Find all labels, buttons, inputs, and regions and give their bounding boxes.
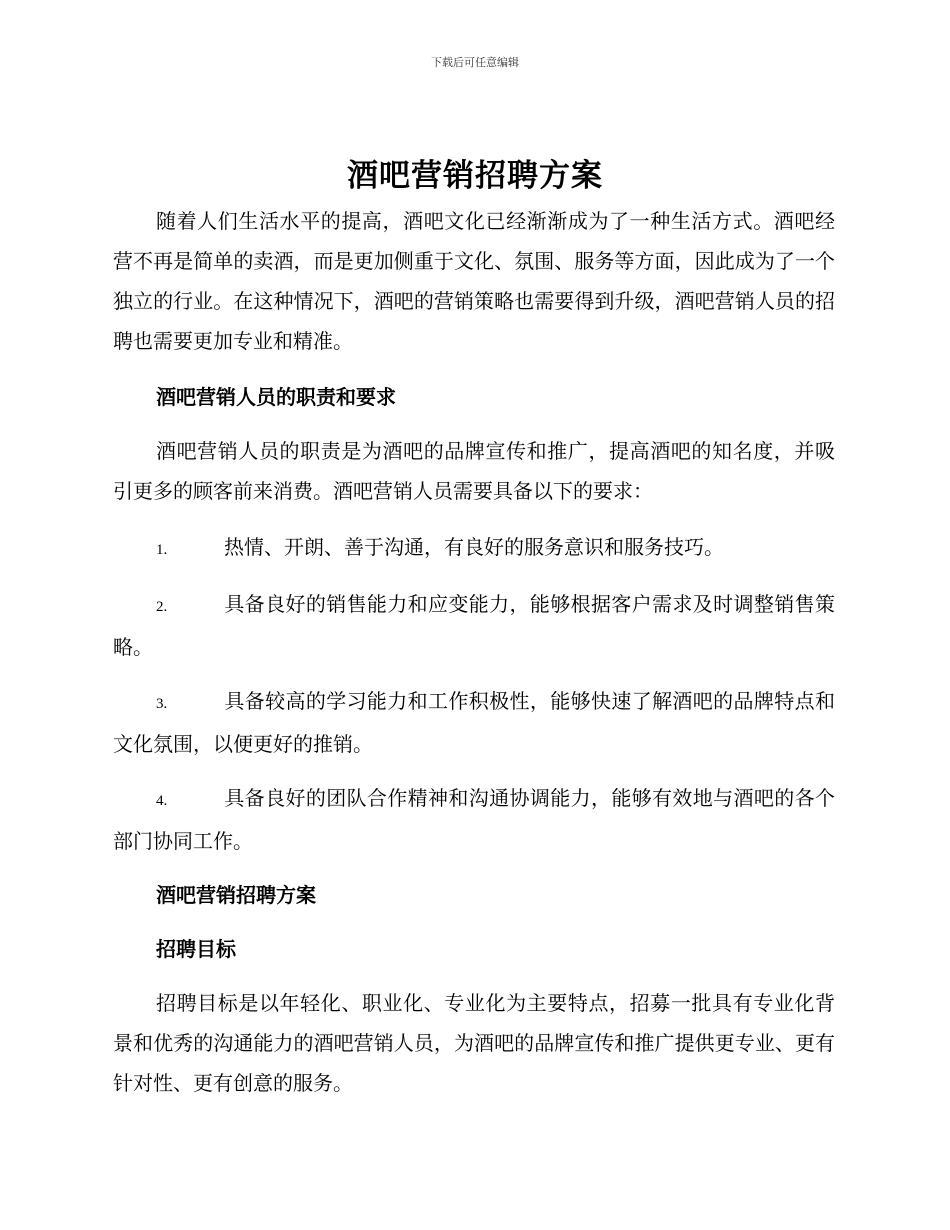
list-number: 3. xyxy=(156,696,168,712)
list-text: 具备较高的学习能力和工作积极性，能够快速了解酒吧的品牌特点和文化氛围，以便更好的推销。 xyxy=(113,689,835,756)
list-item xyxy=(113,584,835,667)
list-number: 4. xyxy=(156,793,168,809)
section-heading-plan: 酒吧营销招聘方案 xyxy=(156,883,316,907)
list-text: 热情、开朗、善于沟通，有良好的服务意识和服务技巧。 xyxy=(224,535,724,559)
list-number: 1. xyxy=(156,542,168,558)
list-number: 2. xyxy=(156,599,168,615)
section-heading-duties: 酒吧营销人员的职责和要求 xyxy=(156,385,396,409)
header-note: 下载后可任意编辑 xyxy=(431,56,519,69)
intro-paragraph: 随着人们生活水平的提高，酒吧文化已经渐渐成为了一种生活方式。酒吧经营不再是简单的卖酒，而是更加侧重于文化、氛围、服务等方面，因此成为了一个独立的行业。在这种情况下，酒吧的营销策略也需要得到升级，酒吧营销人员的招聘也需要更加专业和精准。 xyxy=(113,209,835,353)
document-body xyxy=(113,201,835,1119)
subheading-goal: 招聘目标 xyxy=(156,937,236,961)
list-item xyxy=(113,778,835,861)
list-item xyxy=(113,527,835,570)
duties-paragraph: 酒吧营销人员的职责是为酒吧的品牌宣传和推广，提高酒吧的知名度，并吸引更多的顾客前来消费。酒吧营销人员需要具备以下的要求： xyxy=(113,439,835,503)
list-text: 具备良好的销售能力和应变能力，能够根据客户需求及时调整销售策略。 xyxy=(113,592,835,659)
document-title: 酒吧营销招聘方案 xyxy=(347,158,603,194)
list-text: 具备良好的团队合作精神和沟通协调能力，能够有效地与酒吧的各个部门协同工作。 xyxy=(113,786,835,853)
goal-paragraph: 招聘目标是以年轻化、职业化、专业化为主要特点，招募一批具有专业化背景和优秀的沟通能力的酒吧营销人员，为酒吧的品牌宣传和推广提供更专业、更有针对性、更有创意的服务。 xyxy=(113,991,835,1095)
list-item xyxy=(113,681,835,764)
